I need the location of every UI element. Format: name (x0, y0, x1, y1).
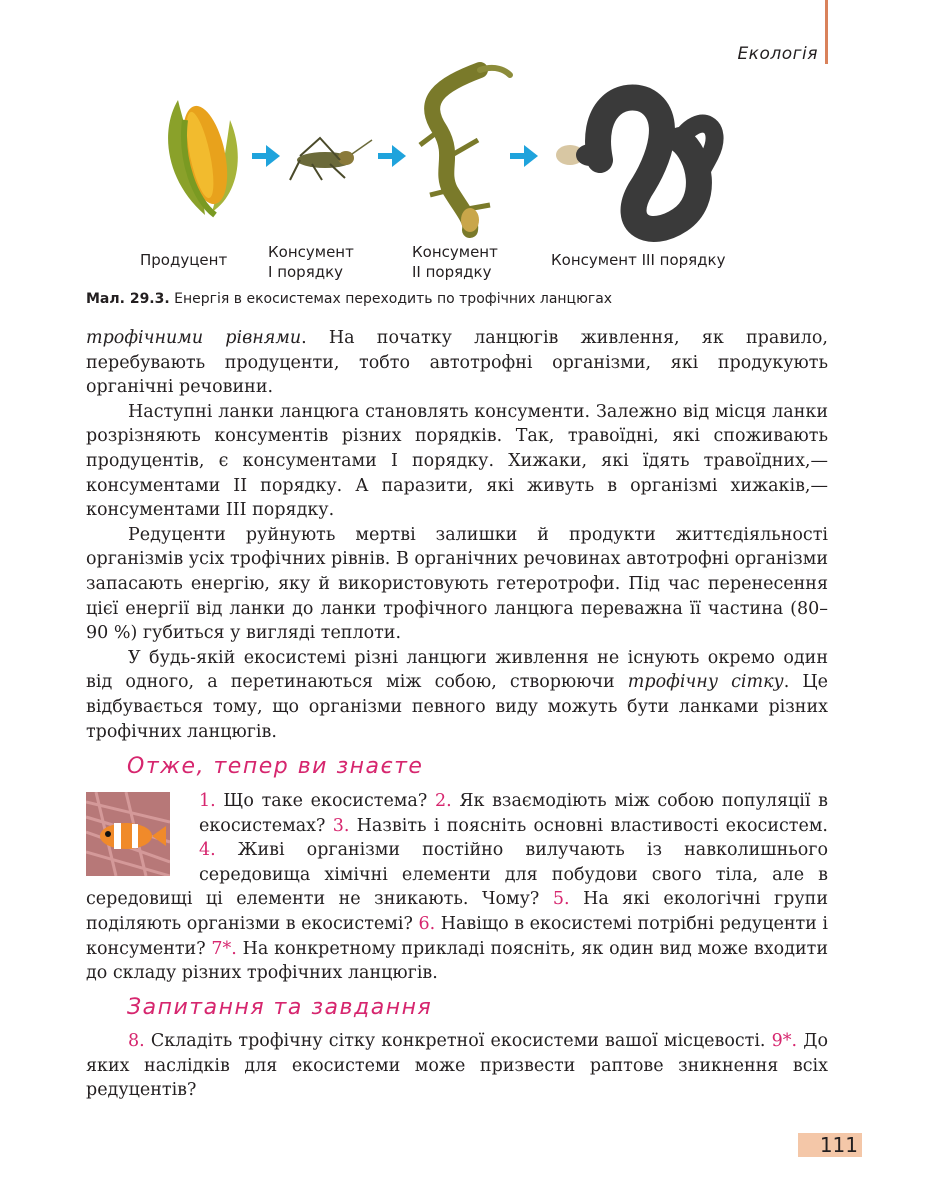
tasks-text (86, 1029, 828, 1103)
food-chain-figure (0, 60, 935, 320)
paragraph-2: Наступні ланки ланцюга становлять консументи. Залежно від місця ланки розрізняють консументів різних порядків. Так, травоїдні, які споживають продуцентів, є консументами I порядку. Хижаки, які їдять травоїдних,— консументами II порядку. А паразити, які живуть в організмі хижаків,— консументами III порядку. (86, 401, 828, 521)
tasks-heading: Запитання та завдання (127, 995, 433, 1020)
label-consumer-2-line1: Консумент (412, 243, 498, 261)
grasshopper-icon (290, 138, 372, 180)
page-number: 111 (798, 1133, 862, 1157)
label-consumer-1-line1: Консумент (268, 243, 354, 261)
paragraph-3: Редуценти руйнують мертві залишки й продукти життєдіяльності організмів усіх трофічних рівнів. В органічних речовинах автотрофні організми запасають енергію, яку й використовують гетеротрофи. Під час перенесення цієї енергії від ланки до ланки трофічного ланцюга переважна її частина (80–90 %) губиться у вигляді теплоти. (86, 524, 828, 644)
corn-icon (168, 100, 238, 215)
label-producer: Продуцент (140, 251, 228, 269)
paragraph-1: трофічними рівнями. На початку ланцюгів живлення, як правило, перебувають продуценти, тобто автотрофні організми, які продукують органічні речовини. (86, 328, 828, 398)
paragraph-4: У будь-якій екосистемі різні ланцюги живлення не існують окремо один від одного, а перетинаються між собою, створюючи трофічну сітку. Це відбувається тому, що організми певного виду можуть бути ланками різних трофічних ланцюгів. (86, 647, 828, 742)
label-consumer-2-line2: II порядку (412, 263, 492, 281)
figure-caption-number: Мал. 29.3. (86, 291, 170, 307)
summary-block-1: 1. Що таке екосистема? 2. Як взаємодіють між собою популяції в екосистемах? 3. Назвіть і поясніть основні властивості екосистем. 4. Живі організми постійно вилучають із навколишнього середовища хімічні елементи для побудови свого тіла, але в середовищі ці елементи не зникають. Чому? 5. На які екологічні групи поділяють організми в екосистемі? 6. Навіщо в екосистемі потрібні редуценти і консументи? 7*. На конкретному прикладі поясніть, як один вид може входити до складу різних трофічних ланцюгів. (86, 791, 828, 984)
section-title: Екологія (737, 44, 818, 64)
figure-caption (86, 291, 612, 307)
snake-icon (556, 98, 715, 229)
header-rule (825, 0, 828, 64)
arrow-right-icon (378, 145, 406, 167)
label-consumer-1-line2: I порядку (268, 263, 344, 281)
arrow-right-icon (510, 145, 538, 167)
label-consumer-3: Консумент III порядку (551, 251, 726, 269)
term-trophic-levels: трофічними рівнями (86, 328, 302, 348)
task-list: 8. Складіть трофічну сітку конкретної екосистеми вашої місцевості. 9*. До яких наслідків для екосистеми може призвести раптове зникнення всіх редуцентів? (86, 1031, 828, 1101)
figure-caption-text: Енергія в екосистемах переходить по трофічних ланцюгах (169, 291, 613, 307)
summary-heading: Отже, тепер ви знаєте (127, 754, 424, 779)
summary-questions (86, 789, 828, 986)
term-trophic-web: трофічну сітку (627, 672, 784, 693)
main-text (86, 326, 828, 744)
arrow-right-icon (252, 145, 280, 167)
photo-float-spacer (86, 789, 199, 885)
label-consumer-1 (268, 242, 354, 282)
lizard-icon (420, 68, 510, 232)
label-consumer-2 (412, 242, 498, 282)
